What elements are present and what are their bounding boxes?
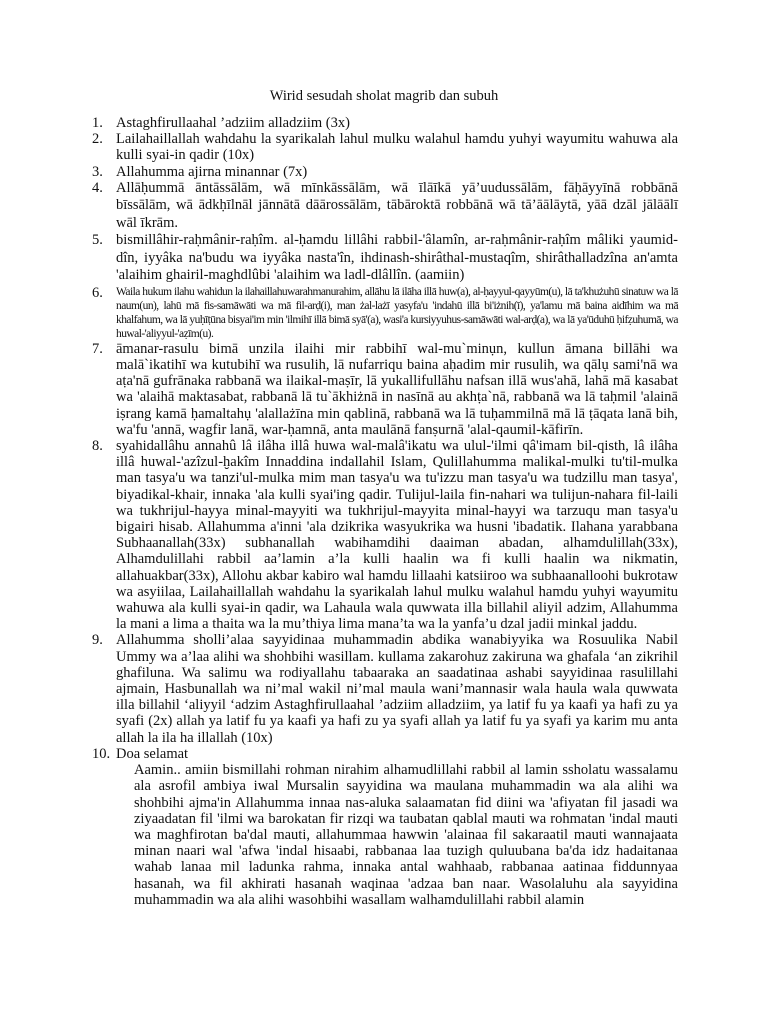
item-text: Waila hukum ilahu wahidun la ilahaillahuwarahmanurahim, allāhu lā ilāha illā huw(a), al-ḥayyul-qayyūm(u), lā ta'khużuhū sinatuw wa lā naum(un), lahū mā fis-samāwāti wa mā fil-arḍ(i), man żal-lażī yasyfa'u 'indahū illā bi'iżnih(ī), ya'lamu mā baina aidīhim wa mā khalfahum, wa lā yuḥīṭūna bisyai'im min 'ilmihī illā bimā syā'(a), wasi'a kursiyyuhus-samāwāti wal-arḍ(a), wa lā ya'ūduhū ḥifẓuhumā, wa huwal-'aliyyul-'aẓīm(u).: [116, 285, 678, 340]
item-text: syahidallâhu annahû lâ ilâha illâ huwa wal-malâ'ikatu wa ulul-'ilmi qâ'imam bil-qisth, lâ ilâha illâ huwal-'azîzul-ḫakîm Innaddina indallahil Islam, Qulillahumma malikal-mulki tu'til-mulka man tasya'u wa tanzi'ul-mulka mim man tasya'u wa tu'izzu man tasya'u wa tudzillu man tasya', biyadikal-khair, innaka 'ala kulli syai'ing qadir. Tulijul-laila fin-nahari wa tulijun-nahara fil-laili wa tukhrijul-hayya minal-mayyiti wa tukhrijul-mayyita minal-hayyi wa tarzuqu man tasya'u bigairi hisab. Allahumma a'inni 'ala dzikrika wasyukrika wa husni 'ibadatik. Ilahana yarabbana Subhaanallah(33x) subhanallah wabihamdihi daaiman abadan, alhamdulillah(33x), Alhamdulillahi rabbil aa’lamin a’la kulli haalin wa fi kulli haalin wa nikmatin, allahuakbar(33x), Allohu akbar kabiro wal hamdu lillaahi katsiiroo wa subhaanalloohi bukrotaw wa asyiilaa, Lailahaillallah wahdahu la syarikalah lahul mulku walahul hamdu yuhyi wayumitu wahuwa ala kulli syai-in qadir, wa Lahaula wala quwwata illa billahil aliyil adzim, Allahumma la mani a lima a thaita wa la mu’thiya lima mana’ta wa la yanfa’u dzal jadii minkal jaddu.: [116, 438, 678, 633]
item-number: 7.: [92, 340, 103, 357]
list-item: [92, 115, 678, 131]
item-number: 5.: [92, 232, 103, 249]
list-item: [92, 180, 678, 233]
list-item: [92, 285, 678, 341]
item-text: Allāḥummā āntāssālām, wā mīnkāssālām, wā īlāīkā yā’uudussālām, fāḥāyyīnā robbānā bīssālām, wā ādkḥīlnāl jānnātā dāārossālām, tābāroktā robbānā wā tā’āālāytā, yāā dzāl jālāālī wāl īkrām.: [116, 179, 678, 231]
wirid-list: [92, 115, 678, 908]
item-number: 1.: [92, 115, 103, 131]
item-text: bismillâhir-raḥmânir-raḥîm. al-ḥamdu lillâhi rabbil-'âlamîn, ar-raḥmânir-raḥîm mâliki yaumid-dîn, iyyâka na'budu wa iyyâka nasta'în, ihdinash-shirâthal-mustaqîm, shirâthalladzîna an'amta 'alaihim ghairil-maghdlûbi 'alaihim wa ladl-dlâllîn. (aamiin): [116, 232, 678, 284]
item-number: 8.: [92, 438, 103, 455]
item-text: Astaghfirullaahal ’adziim alladziim (3x): [116, 115, 350, 131]
doa-selamat-text: Aamin.. amiin bismillahi rohman nirahim alhamudlillahi rabbil al lamin ssholatu wassalamu ala asrofil ambiya iwal Mursalin sayyidina wa maulana muhammadin wa ala alihi wa shohbihi ajma'in Allahumma innaa nas-aluka salaamatan fid diini wa 'afiyatan fil jasadi wa ziyaadatan fil 'ilmi wa barokatan fir rizqi wa taubatan qablal mauti wa rohmatan 'indal mauti wa maghfirotan ba'dal mauti, allahummaa hawwin 'alainaa fil sakaraatil mauti wannajaata minan naari wal 'afwa 'indal hisaabi, rabbanaa laa tuzigh quluubana ba'da idz hadaitanaa wahab lanaa mil ladunka rahma, innaka antal wahhaab, rabbanaa aatinaa fiddunnyaa hasanah, wa fil akhirati hasanah waqinaa 'adzaa ban naar. Wasolaluhu ala sayyidina muhammadin wa ala alihi wasohbihi wasallam walhamdulillahi rabbil alamin: [134, 762, 678, 908]
list-item: [92, 164, 678, 180]
item-text: Doa selamat: [116, 745, 189, 762]
item-number: 2.: [92, 131, 103, 148]
item-number: 3.: [92, 163, 103, 180]
list-item: [92, 746, 678, 908]
list-item: [92, 341, 678, 438]
list-item: [92, 632, 678, 745]
item-text: āmanar-rasulu bimā unzila ilaihi mir rabbihī wal-mu`minụn, kullun āmana billāhi wa malā`ikatihī wa kutubihī wa rusulih, lā nufarriqu baina aḥadim mir rusulih, wa qālụ sami'nā wa aṭa'nā gufrānaka rabbanā wa ilaikal-maṣīr, lā yukallifullāhu nafsan illā wus'ahā, lahā mā kasabat wa 'alaihā maktasabat, rabbanā lā tu`ākhiżnā in nasīnā au akhṭa`nā, rabbanā wa lā taḥmil 'alainā iṣrang kamā ḥamaltahụ 'alallażīna min qablinā, rabbanā wa lā tuḥammilnā mā lā ṭāqata lanā bih, wa'fu 'annā, wagfir lanā, war-ḥamnā, anta maulānā fanṣurnā 'alal-qaumil-kāfirīn.: [116, 340, 678, 438]
item-number: 4.: [92, 179, 103, 196]
item-text: Allahumma sholli’alaa sayyidinaa muhammadin abdika wanabiyyika wa Rosuulika Nabil Ummy wa a’laa alihi wa shohbihi wasillam. kullama zakarohuz zakiruna wa ghafala ‘an zikrihil ghafiluna. Wa salimu wa rodiyallahu tabaaraka an saadatinaa ashabi sayyidinaa rasulillahi ajmain, Hasbunallah wa ni’mal wakil ni’mal maula wani’mannasir wala haula wala quwwata illa billahil ‘aliyyil ‘adzim Astaghfirullaahal ’adziim alladziim, ya latif fu ya kaafi ya hafi zu ya syafi (2x) allah ya latif fu ya kaafi ya hafi zu ya syafi allah ya latif fu ya syafi ya karim mu anta allah la ila ha illallah (10x): [116, 632, 678, 746]
item-number: 6.: [92, 284, 103, 301]
item-text: Lailahaillallah wahdahu la syarikalah lahul mulku walahul hamdu yuhyi wayumitu wahuwa ala kulli syai-in qadir (10x): [116, 131, 678, 164]
list-item: [92, 232, 678, 285]
document-title: Wirid sesudah sholat magrib dan subuh: [269, 88, 499, 104]
list-item: [92, 131, 678, 163]
list-item: [92, 438, 678, 632]
item-number: 9.: [92, 632, 103, 649]
item-text: Allahumma ajirna minannar (7x): [116, 163, 308, 180]
item-number: 10.: [92, 745, 111, 762]
